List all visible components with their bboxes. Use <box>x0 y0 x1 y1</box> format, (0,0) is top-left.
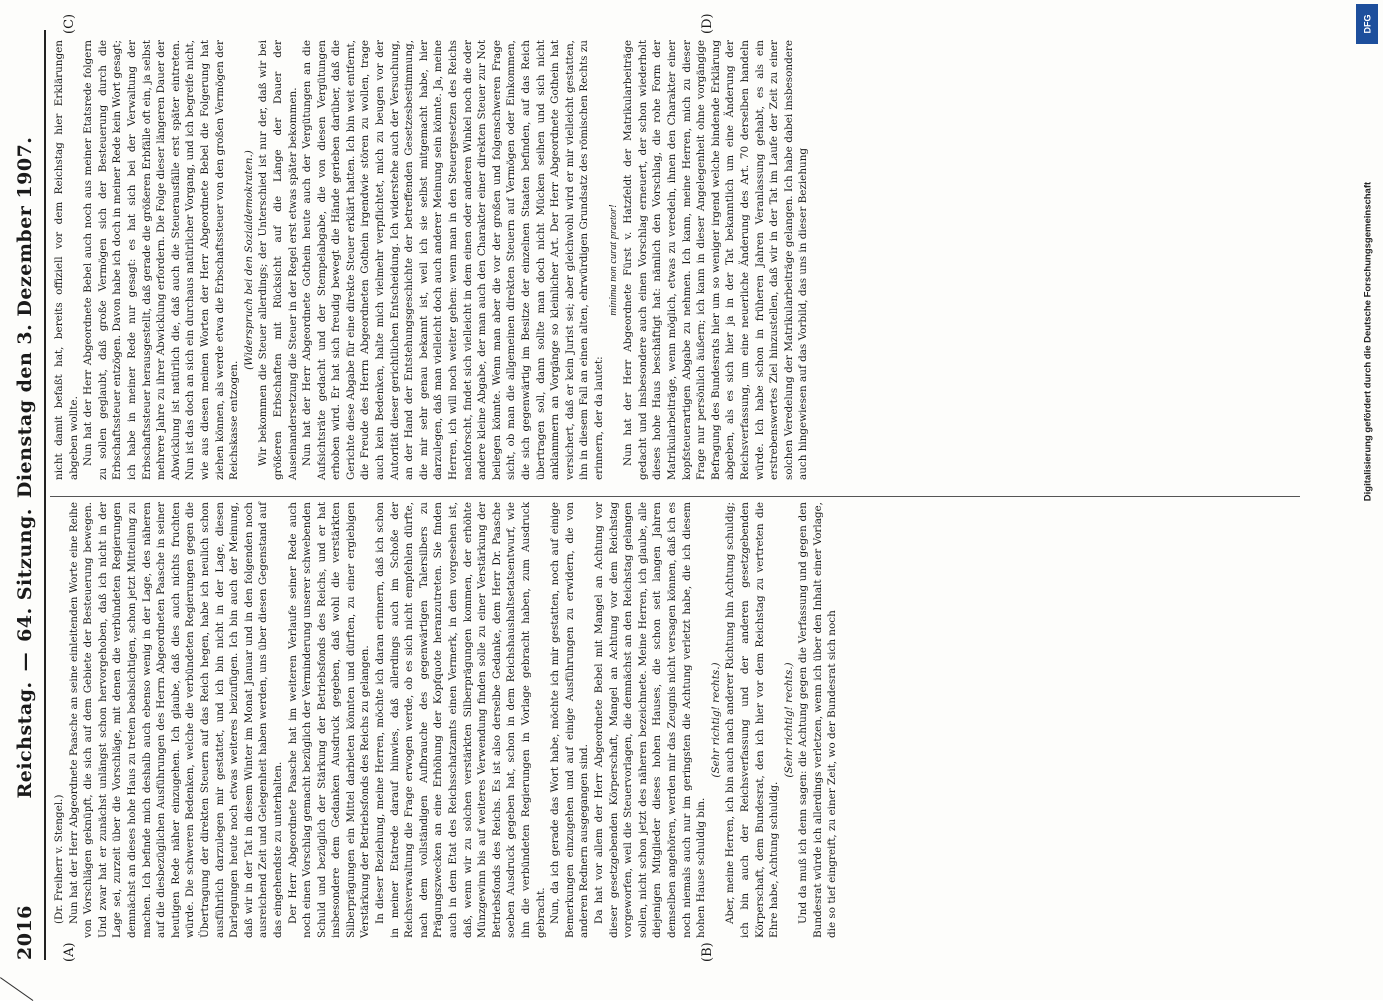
digitization-note-text: Digitalisierung gefördert durch die Deutsche Forschungsgemeinschaft <box>1362 181 1374 502</box>
page-header <box>14 30 42 960</box>
header-session: 64. Sitzung. <box>14 508 36 642</box>
latin-quote: minima non curat praetor! <box>607 204 619 316</box>
applause-note-2: (Sehr richtig! rechts.) <box>782 662 795 778</box>
dfg-logo-text: DFG <box>1362 14 1372 34</box>
header-rule <box>44 30 46 960</box>
digitization-note <box>1362 46 1374 646</box>
margin-letter-b: (B) <box>700 942 715 962</box>
right-column <box>52 40 811 480</box>
left-paragraph-7: Und da muß ich denn sagen: die Achtung gegen die Verfassung und gegen den Bundesrat würde ich allerdings verletzen, wenn ich über den Inhalt einer Vorlage, die so tief eingreift, zu einer Zeit, wo der Bundesrat sich noch <box>797 502 839 938</box>
speaker-label: (Dr. Freiherr v. Stengel.) <box>53 794 65 924</box>
right-paragraph-2: Nun hat der Herr Abgeordnete Bebel auch noch aus meiner Etatsrede folgern zu sollen geglaubt, daß große Vermögen sich der Besteuerung durch die Erbschaftssteuer entzögen. Davon habe ich doch in meiner Rede kein Wort gesagt; ich habe in meiner Rede nur gesagt: es hat sich bei der Verwaltung der Erbschaftssteuer herausgestellt, daß gerade die größeren Erbfälle oft ein, ja selbst mehrere Jahre zu ihrer Abwicklung erfordern. Die Folge dieser längeren Dauer der Abwicklung ist natürlich die, daß auch die Steuerausfälle erst später eintreten. Nun ist das doch an sich ein durchaus natürlicher Vorgang, und ich begreife nicht, wie aus diesen meinen Worten der Herr Abgeordnete Bebel die Folgerung hat ziehen können, als werde etwa die Erbschaftssteuer von den großen Vermögen der Reichskasse entzogen. <box>82 40 241 480</box>
margin-letter-c: (C) <box>62 13 77 34</box>
header-institution: Reichstag. <box>14 681 36 799</box>
right-paragraph-3: Wir bekommen die Steuer allerdings; der Unterschied ist nur der, daß wir bei größeren Erbschaften mit Rücksicht auf die Länge der Dauer der Auseinandersetzung die Steuer in der Regel erst etwas später bekommen. <box>257 40 299 480</box>
header-date: Dienstag den 3. Dezember 1907. <box>14 136 36 499</box>
left-paragraph-5: Da hat vor allem der Herr Abgeordnete Bebel mit Mangel an Achtung vor dieser gesetzgebenden Körperschaft, Mangel an Achtung vor dem Reichstag vorgeworfen, weil die Steuervorlagen, die demnächst an den Reichstag gelangen sollen, nicht schon jetzt des näheren bezeichnete. Meine Herren, ich glaube, alle diejenigen Mitglieder dieses hohen Hauses, die schon seit langen Jahren demselben angehören, werden mir das Zeugnis nicht versagen können, daß ich es noch niemals auch nur im geringsten die Achtung verletzt habe, die ich diesem hohen Hause schuldig bin. <box>592 502 708 938</box>
right-paragraph-5: Nun hat der Herr Abgeordnete Fürst v. Hatzfeldt der Matrikularbeiträge gedacht und insbesondere auch einen Vorschlag erneuert, der schon wiederholt dieses hohe Haus beschäftigt hat: nämlich den Vorschlag, die rohe Form der Matrikularbeiträge, wenn möglich, etwas zu veredeln, ihnen den Charakter einer kopfsteuerartigen Abgabe zu nehmen. Ich kann, meine Herren, mich zu dieser Frage nur persönlich äußern; ich kann in dieser Angelegenheit ohne vorgängige Befragung des Bundesrats hier um so weniger irgend welche bindende Erklärung abgeben, als es sich hier ja in der Tat bekanntlich um eine Änderung der Reichsverfassung, um eine neuerliche Änderung des Art. 70 derselben handeln würde. Ich habe schon in früheren Jahren Veranlassung gehabt, es als ein erstrebenswertes Ziel hinzustellen, daß wir in der Tat im Laufe der Zeit zu einer solchen Veredelung der Matrikularbeiträge gelangen. Ich habe dabei insbesondere auch hingewiesen auf das Vorbild, das uns in dieser Beziehung <box>622 40 810 480</box>
page-number: 2016 <box>14 905 36 960</box>
left-column <box>52 502 840 938</box>
margin-letter-d: (D) <box>700 13 715 34</box>
header-dash: — <box>14 651 36 672</box>
left-paragraph-2: Der Herr Abgeordnete Paasche hat im weiteren Verlaufe seiner Rede auch noch einen Vorschlag gemacht bezüglich der Verminderung unserer schwebenden Schuld und bezüglich der Stärkung der Betriebsfonds des Reichs, und er hat insbesondere dem Gedanken Ausdruck gegeben, daß wohl die verstärkten Silberprägungen ein Mittel darbieten könnten und dürften, zu einer ergiebigen Verstärkung der Betriebsfonds des Reichs zu gelangen. <box>286 502 372 938</box>
applause-note-1: (Sehr richtig! rechts.) <box>709 662 722 778</box>
interjection-note: (Widerspruch bei den Sozialdemokraten.) <box>242 150 255 370</box>
header-title-group <box>14 137 36 799</box>
dfg-logo <box>1356 4 1378 44</box>
right-paragraph-1: nicht damit befaßt hat, bereits offiziell vor dem Reichstag hier Erklärungen abgeben wollte. <box>53 40 80 480</box>
margin-letter-a: (A) <box>62 942 77 962</box>
left-paragraph-4: Nun, da ich gerade das Wort habe, möchte ich mir gestatten, noch auf einige Bemerkungen einzugehen und auf einige Ausführungen zu erwidern, die von anderen Rednern ausgegangen sind. <box>549 502 591 938</box>
left-paragraph-3: In dieser Beziehung, meine Herren, möchte ich daran erinnern, daß ich schon in meiner Etatrede darauf hinwies, daß allerdings auch im Schoße der Reichsverwaltung die Frage erwogen werde, ob es sich nicht empfehlen dürfte, nach dem vollständigen Aufbrauche des gegenwärtigen Talersilbers zu Prägungszwecken an eine Erhöhung der Kopfquote heranzutreten. Sie finden auch in dem Etat des Reichsschatzamts einen Vermerk, in dem vorgesehen ist, daß, wenn wir zu solchen verstärkten Silberprägungen kommen, der erhöhte Münzgewinn bis auf weiteres Verwendung finden solle zu einer Verstärkung der Betriebsfonds des Reichs. Es ist also derselbe Gedanke, dem Herr Dr. Paasche soeben Ausdruck gegeben hat, schon in dem Reichshaushaltsetatsentwurf, wie ihn die verbündeten Regierungen in Vorlage gebracht haben, zum Ausdruck gebracht. <box>374 502 547 938</box>
left-paragraph-6: Aber, meine Herren, ich bin auch nach anderer Richtung hin Achtung schuldig; ich bin auch der Reichsverfassung und der anderen gesetzgebenden Körperschaft, dem Bundesrat, den ich hier vor dem Reichstag zu vertreten die Ehre habe, Achtung schuldig. <box>724 502 781 938</box>
right-paragraph-4: Nun hat der Herr Abgeordnete Gothein heute auch der Vergütungen an die Aufsichtsräte gedacht und der Stempelabgabe, die von diesen Vergütungen erhoben wird. Er hat sich freudig bewegt die Hände gerieben darüber, daß die Gerichte diese Abgabe für eine direkte Steuer erklärt hatten. Ich bin weit entfernt, die Freude des Herrn Abgeordneten Gothein irgendwie stören zu wollen, trage auch kein Bedenken, halte mich vielmehr verpflichtet, mich zu beugen vor der Autorität dieser gerichtlichen Entscheidung. Ich widerstehe auch der Versuchung, an der Hand der Entstehungsgeschichte der betreffenden Gesetzesbestimmung, die mir sehr genau bekannt ist, weil ich sie selbst mitgemacht habe, hier darzulegen, daß man vielleicht doch auch anderer Meinung sein könnte. Ja, meine Herren, ich will noch weiter gehen: wenn man in den Steuergesetzen des Reichs nachforscht, findet sich vielleicht in dem einen oder anderen Winkel noch die oder andere kleine Abgabe, der man auch den Charakter einer direkten Steuer zur Not beilegen könnte. Wenn man aber die vor der großen und folgenschweren Frage sicht, ob man die allgemeinen direkten Steuern auf Vermögen oder Einkommen, die sich gegenwärtig im Besitze der einzelnen Staaten befinden, auf das Reich übertragen soll, dann sollte man doch nicht Mücken seihen und sich nicht anklammern an Vorgänge so kleinlicher Art. Der Herr Abgeordnete Gothein hat versichert, daß er kein Jurist sei; aber gleichwohl wird er mir vielleicht gestatten, ihn in diesem Fall an einen alten, ehrwürdigen Grundsatz des römischen Rechts zu erinnern, der da lautet: <box>301 40 605 480</box>
left-paragraph-1: Nun hat der Herr Abgeordnete Paasche an seine einleitenden Worte eine Reihe von Vorschlägen geknüpft, die sich auf dem Gebiete der Besteuerung bewegen. Und zwar hat er zunächst unlängst schon hervorgehoben, daß ich nicht in der Lage sei, zurzeit über die Vorschläge, mit denen die verbündeten Regierungen demnächst an dieses hohe Haus zu treten beabsichtigen, schon jetzt Mitteilung zu machen. Ich befinde mich deshalb auch ebenso wenig in der Lage, des näheren auf die diesbezüglichen Ausführungen des Herrn Abgeordneten Paasche in seiner heutigen Rede näher einzugehen. Ich glaube, daß dies auch nichts fruchten würde. Die schweren Bedenken, welche die verbündeten Regierungen gegen die Übertragung der direkten Steuern auf das Reich hegen, habe ich neulich schon ausführlich darzulegen mir gestattet, und ich bin nicht in der Lage, diesen Darlegungen heute noch etwas weiteres beizufügen. Ich bin auch der Meinung, daß wir in der Tat in diesem Winter im Monat Januar und in den folgenden noch ausreichend Zeit und Gelegenheit haben werden, uns über diesen Gegenstand auf das eingehendste zu unterhalten. <box>67 502 284 938</box>
column-divider <box>50 496 1300 497</box>
